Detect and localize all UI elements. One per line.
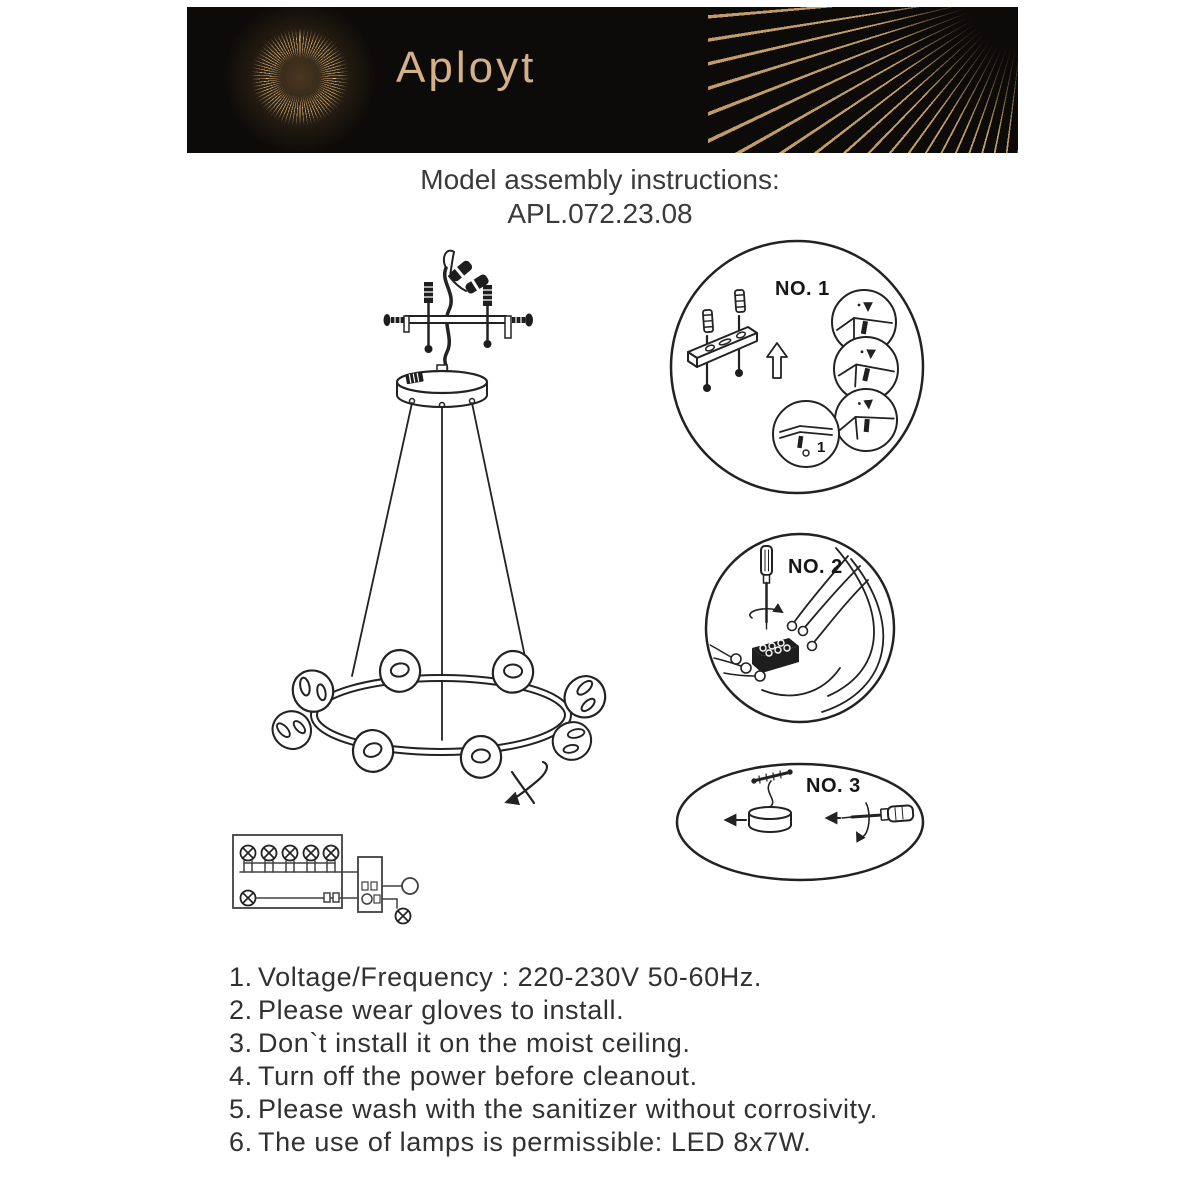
instruction-text: The use of lamps is permissible: LED 8x7W. <box>258 1127 812 1157</box>
model-number: APL.072.23.08 <box>507 198 693 229</box>
instruction-number: 3. <box>229 1028 253 1058</box>
instruction-number: 5. <box>229 1094 253 1124</box>
instruction-item <box>229 1027 878 1060</box>
detail-circle-no1 <box>671 241 923 493</box>
callout-step-number: 1 <box>817 439 826 456</box>
instruction-text: Please wash with the sanitizer without corrosivity. <box>258 1094 878 1124</box>
ceiling-canopy <box>397 365 487 408</box>
instruction-text: Voltage/Frequency : 220-230V 50-60Hz. <box>258 962 763 992</box>
instruction-item <box>229 1126 878 1159</box>
chandelier-drawing <box>266 251 613 803</box>
brand-name: Aployt <box>396 43 537 92</box>
instruction-text: Please wear gloves to install. <box>258 995 625 1025</box>
wiring-diagram <box>233 835 418 924</box>
switch-symbol <box>402 878 418 894</box>
instruction-number: 4. <box>229 1061 253 1091</box>
wall-plug-icon <box>703 310 714 333</box>
mounting-bar <box>384 282 534 353</box>
instruction-number: 6. <box>229 1127 253 1157</box>
instruction-number: 2. <box>229 995 253 1025</box>
lamp-ring <box>314 678 568 752</box>
instruction-item <box>229 1060 878 1093</box>
detail-label-no2: NO. 2 <box>788 556 843 578</box>
rotation-arrow-icon <box>507 762 547 803</box>
instruction-item <box>229 961 878 994</box>
wall-plug-icon <box>735 290 746 313</box>
page-title: Model assembly instructions: <box>420 164 780 195</box>
detail-label-no1: NO. 1 <box>775 278 830 300</box>
detail-circle-no3 <box>677 764 923 880</box>
instruction-text: Turn off the power before cleanout. <box>258 1061 698 1091</box>
detail-label-no3: NO. 3 <box>806 775 861 797</box>
instruction-text: Don`t install it on the moist ceiling. <box>258 1028 691 1058</box>
instructions-list <box>229 961 878 1159</box>
instruction-number: 1. <box>229 962 253 992</box>
instruction-item <box>229 1093 878 1126</box>
detail-circle-no2 <box>706 534 894 722</box>
instruction-item <box>229 994 878 1027</box>
